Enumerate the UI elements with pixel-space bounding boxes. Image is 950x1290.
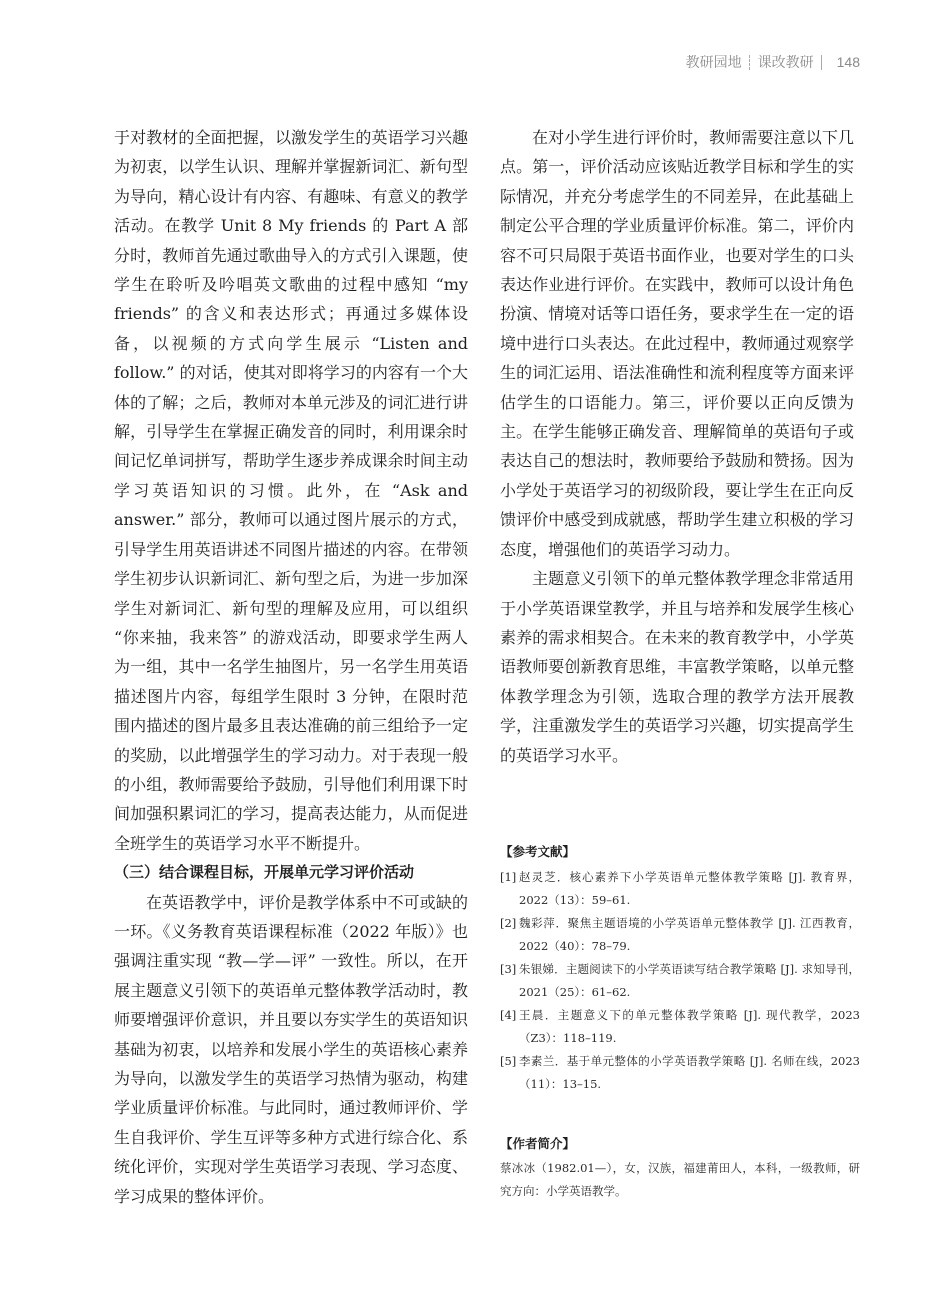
page-header (686, 52, 860, 72)
section-heading: （三）结合课程目标，开展单元学习评价活动 (114, 863, 415, 882)
author-bio-section (500, 1133, 860, 1203)
author-bio-text: 蔡冰冰（1982.01—），女，汉族，福建莆田人，本科，一级教师，研究方向：小学英语教学。 (500, 1161, 860, 1198)
references-title: 【参考文献】 (500, 844, 576, 859)
body-paragraph: 在对小学生进行评价时，教师需要注意以下几点。第一，评价活动应该贴近教学目标和学生的实际情况，并充分考虑学生的不同差异，在此基础上制定公平合理的学业质量评价标准。第二，评价内容不可只局限于英语书面作业，也要对学生的口头表达作业进行评价。在实践中，教师可以设计角色扮演、情境对话等口语任务，要求学生在一定的语境中进行口头表达。在此过程中，教师通过观察学生的词汇运用、语法准确性和流利程度等方面来评估学生的口语能力。第三，评价要以正向反馈为主。在学生能够正确发音、理解简单的英语句子或表达自己的想法时，教师要给予鼓励和赞扬。因为小学处于英语学习的初级阶段，要让学生在正向反馈评价中感受到成就感，帮助学生建立积极的学习态度，增强他们的英语学习动力。 (500, 128, 854, 559)
header-section: 教研园地 (685, 55, 742, 71)
reference-number: [1] (500, 870, 517, 884)
references-section (500, 841, 860, 1096)
reference-item (500, 958, 860, 1004)
reference-number: [3] (500, 962, 517, 976)
reference-item (500, 866, 860, 912)
reference-text: 李素兰．基于单元整体的小学英语教学策略 [J]. 名师在线，2023（11）：13–15. (519, 1054, 860, 1091)
reference-item (500, 1050, 860, 1096)
header-divider (749, 55, 751, 70)
author-bio-title: 【作者简介】 (500, 1136, 576, 1151)
reference-text: 赵灵芝．核心素养下小学英语单元整体教学策略 [J]. 教育界，2022（13）：59–61. (519, 870, 860, 907)
reference-text: 魏彩萍．聚焦主题语境的小学英语单元整体教学 [J]. 江西教育，2022（40）：78–79. (519, 916, 860, 953)
reference-text: 王晨．主题意义下的单元整体教学策略 [J]. 现代教学，2023（Z3）：118–119. (519, 1008, 860, 1045)
reference-number: [5] (500, 1054, 517, 1068)
page-number: 148 (836, 54, 860, 70)
body-paragraph: 主题意义引领下的单元整体教学理念非常适用于小学英语课堂教学，并且与培养和发展学生核心素养的需求相契合。在未来的教育教学中，小学英语教师要创新教育思维，丰富教学策略，以单元整体教学理念为引领，选取合理的教学方法开展教学，注重激发学生的英语学习兴趣，切实提高学生的英语学习水平。 (500, 569, 854, 765)
reference-item (500, 1004, 860, 1050)
reference-number: [2] (500, 916, 517, 930)
body-paragraph: 于对教材的全面把握，以激发学生的英语学习兴趣为初衷，以学生认识、理解并掌握新词汇、新句型为导向，精心设计有内容、有趣味、有意义的教学活动。在教学 Unit 8 My friends 的 Part A 部分时，教师首先通过歌曲导入的方式引入课题，使学生在聆听及吟唱英文歌曲的过程中感知 “my friends” 的含义和表达形式；再通过多媒体设备，以视频的方式向学生展示 “Listen and follow.” 的对话，使其对即将学习的内容有一个大体的了解；之后，教师对本单元涉及的词汇进行讲解，引导学生在掌握正确发音的同时，利用课余时间记忆单词拼写，帮助学生逐步养成课余时间主动学习英语知识的习惯。此外，在 “Ask and answer.” 部分，教师可以通过图片展示的方式，引导学生用英语讲述不同图片描述的内容。在带领学生初步认识新词汇、新句型之后，为进一步加深学生对新词汇、新句型的理解及应用，可以组织 “你来抽，我来答” 的游戏活动，即要求学生两人为一组，其中一名学生抽图片，另一名学生用英语描述图片内容，每组学生限时 3 分钟，在限时范围内描述的图片最多且表达准确的前三组给予一定的奖励，以此增强学生的学习动力。对于表现一般的小组，教师需要给予鼓励，引导他们利用课下时间加强积累词汇的学习，提高表达能力，从而促进全班学生的英语学习水平不断提升。 (114, 128, 468, 853)
reference-text: 朱银娣．主题阅读下的小学英语读写结合教学策略 [J]. 求知导刊，2021（25）：61–62. (519, 962, 860, 999)
header-subsection: 课改教研 (757, 55, 814, 71)
body-paragraph: 在英语教学中，评价是教学体系中不可或缺的一环。《义务教育英语课程标准（2022 年版）》也强调注重实现 “教—学—评” 一致性。所以，在开展主题意义引领下的英语单元整体教学活动时，教师要增强评价意识，并且要以夯实学生的英语知识基础为初衷，以培养和发展小学生的英语核心素养为导向，以激发学生的英语学习热情为驱动，构建学业质量评价标准。与此同时，通过教师评价、学生自我评价、学生互评等多种方式进行综合化、系统化评价，实现对学生英语学习表现、学习态度、学习成果的整体评价。 (114, 892, 468, 1206)
right-column (500, 123, 854, 770)
reference-number: [4] (500, 1008, 517, 1022)
header-divider (821, 55, 822, 70)
reference-item (500, 912, 860, 958)
left-column (114, 123, 468, 1211)
